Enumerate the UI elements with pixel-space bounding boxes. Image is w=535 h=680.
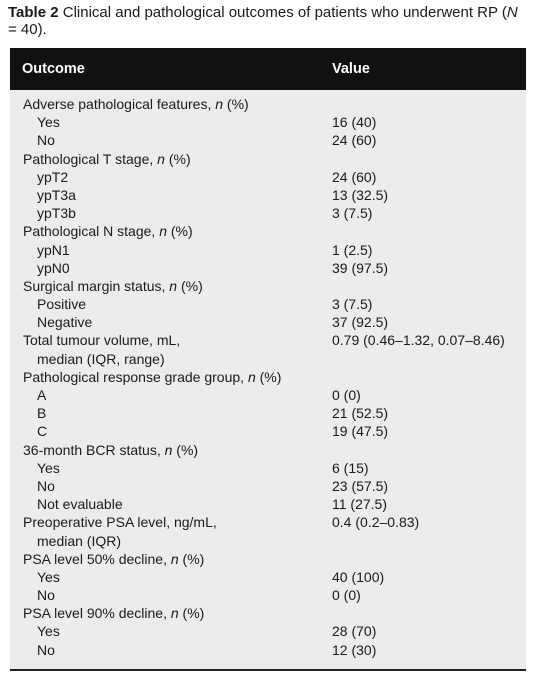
outcome-label: 36-month BCR status, n (%) [23,441,199,458]
table-row [10,586,526,604]
outcome-value: 1 (2.5) [332,241,373,258]
table-row [10,259,526,277]
outcome-label: Adverse pathological features, n (%) [23,96,249,112]
outcome-label: A [37,387,47,403]
outcome-value: 40 (100) [332,568,385,585]
outcome-value: 0.79 (0.46–1.32, 0.07–8.46) [332,332,505,349]
outcome-value: 37 (92.5) [332,314,389,331]
outcome-label: Pathological response grade group, n (%) [23,368,282,385]
header-outcome: Outcome [22,61,85,77]
outcome-value: 0.4 (0.2–0.83) [332,514,420,531]
outcome-label: ypT2 [37,168,69,185]
outcome-value: 28 (70) [332,623,377,640]
header-value: Value [332,61,370,77]
outcome-label: Positive [37,296,87,313]
table-row [10,350,526,368]
table-row [10,131,526,149]
table-row [10,222,526,240]
outcome-value: 13 (32.5) [332,186,389,203]
table-row [10,331,526,349]
outcome-label: Pathological T stage, n (%) [23,150,191,167]
table-row [10,95,526,113]
outcome-label: No [37,477,55,494]
outcome-label: Yes [37,114,60,131]
outcome-label: median (IQR) [37,532,122,549]
outcome-value: 0 (0) [332,587,361,604]
outcome-value: 0 (0) [332,387,361,403]
table-row [10,204,526,222]
outcome-value: 24 (60) [332,168,377,185]
outcome-label: median (IQR, range) [37,350,165,367]
outcome-value: 12 (30) [332,641,377,658]
table-row [10,459,526,477]
table-row [10,477,526,495]
outcome-value: 24 (60) [332,132,377,149]
outcome-label: ypN0 [37,259,70,276]
outcome-value: 6 (15) [332,459,369,476]
outcome-label: No [37,641,55,658]
table-row [10,277,526,295]
table-row [10,313,526,331]
table-row [10,622,526,640]
table-row [10,532,526,550]
table-row [10,441,526,459]
outcome-label: B [37,405,47,422]
table-row [10,113,526,131]
table-row [10,404,526,422]
outcome-label: Preoperative PSA level, ng/mL, [23,514,217,531]
table-number: Table 2 [8,4,59,21]
outcome-label: PSA level 90% decline, n (%) [23,605,205,622]
outcome-label: No [37,587,55,604]
outcome-value: 11 (27.5) [332,496,387,513]
outcome-label: C [37,423,48,440]
outcome-label: Negative [37,314,93,331]
outcome-label: Yes [37,623,60,640]
table-row [10,513,526,531]
outcome-label: PSA level 50% decline, n (%) [23,550,205,567]
outcome-label: ypT3b [37,205,76,222]
outcomes-table [10,48,526,671]
outcome-label: Surgical margin status, n (%) [23,277,203,294]
table-caption [8,4,528,38]
table-row [10,568,526,586]
outcome-label: Pathological N stage, n (%) [23,223,193,240]
outcome-label: Not evaluable [37,496,123,513]
outcome-value: 3 (7.5) [332,205,373,222]
table-row [10,241,526,259]
table-row [10,295,526,313]
table-row [10,641,526,659]
table-row [10,550,526,568]
table-row [10,186,526,204]
outcome-value: 39 (97.5) [332,259,389,276]
outcome-value: 23 (57.5) [332,477,389,494]
table-row [10,386,526,404]
outcome-value: 21 (52.5) [332,405,389,422]
outcome-value: 19 (47.5) [332,423,389,440]
outcome-label: No [37,132,55,149]
table-title: Clinical and pathological outcomes of patients who underwent RP (N = 40). [8,4,518,38]
outcome-value: 16 (40) [332,114,377,131]
table-row [10,150,526,168]
table-row [10,604,526,622]
table-body [10,90,526,659]
table-row [10,422,526,440]
table-row [10,495,526,513]
outcome-label: ypT3a [37,186,76,203]
outcome-label: ypN1 [37,241,70,258]
table-row [10,168,526,186]
table-header-row [10,48,526,90]
table-row [10,368,526,386]
outcome-value: 3 (7.5) [332,296,373,313]
outcome-label: Yes [37,568,60,585]
outcome-label: Yes [37,459,60,476]
outcome-label: Total tumour volume, mL, [23,332,181,349]
